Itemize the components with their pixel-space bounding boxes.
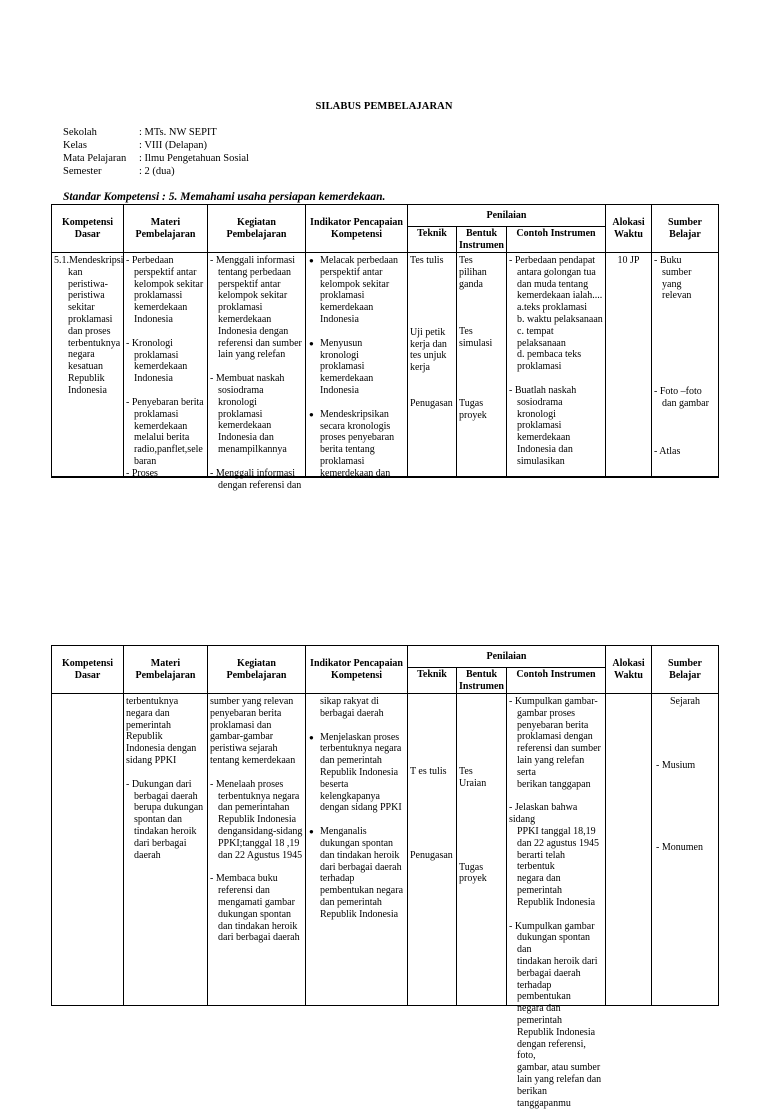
materi-cell	[124, 253, 208, 477]
cell-line: berita tentang	[320, 444, 375, 456]
cell-line: dari berbagai	[134, 837, 187, 849]
cell-line: pembentukan negara	[320, 885, 404, 897]
cell-line: antara golongan tua	[517, 266, 596, 278]
indikator-cell	[306, 694, 408, 1006]
cell-line: negara dan	[126, 707, 170, 719]
cell-line: berikan tanggapan	[517, 778, 591, 790]
cell-line: terbentuknya negara	[320, 743, 402, 755]
cell-line: Republik Indonesia	[320, 908, 399, 920]
document-title: SILABUS PEMBELAJARAN	[315, 101, 453, 112]
cell-line: a.teks proklamasi	[517, 302, 587, 314]
alokasi-cell	[606, 694, 652, 1006]
materi-cell	[124, 694, 208, 1006]
cell-block	[210, 779, 303, 862]
cell-line: tindakan heroik	[134, 825, 197, 837]
cell-line: lain yang relefan serta	[517, 754, 585, 778]
cell-line: kemerdekaan dan	[320, 467, 391, 479]
cell-line: Sejarah	[670, 696, 700, 707]
cell-line: - Atlas	[654, 445, 681, 457]
cell-line: sumber	[662, 266, 692, 278]
cell-block	[509, 802, 603, 908]
cell-block	[126, 255, 205, 326]
header-kompetensi-dasar: Kompetensi Dasar	[52, 646, 124, 694]
cell-line: - Foto –foto	[654, 386, 702, 398]
cell-line: tentang perbedaan	[218, 266, 292, 278]
cell-line: dengan sidang PPKI	[320, 802, 402, 814]
cell-line: penyebaran berita	[210, 707, 282, 719]
cell-line: proklamasi	[517, 420, 562, 432]
cell-line: Uraian	[459, 777, 487, 789]
cell-block	[210, 873, 303, 944]
cell-line: kemerdekaan	[218, 313, 272, 325]
header-contoh: Contoh Instrumen	[507, 668, 606, 694]
cell-line: Republik Indonesia	[517, 1026, 596, 1038]
cell-block	[308, 696, 405, 720]
cell-line: proklamasi dan	[210, 719, 272, 731]
cell-line: kronologi	[320, 349, 359, 361]
cell-line: dan tindakan heroik	[218, 920, 298, 932]
cell-block	[654, 842, 716, 854]
standar-kompetensi: Standar Kompetensi : 5. Memahami usaha persiapan kemerdekaan.	[63, 191, 386, 203]
kegiatan-cell	[208, 694, 306, 1006]
contoh-cell	[507, 694, 606, 1109]
cell-line: Menganalis	[320, 826, 367, 838]
kd-cell	[52, 253, 124, 477]
cell-block	[459, 326, 504, 350]
header-penilaian: Penilaian	[408, 646, 606, 668]
cell-line: gambar-gambar	[210, 731, 274, 743]
cell-line: - Perbedaan	[126, 255, 174, 266]
cell-line: sikap rakyat di	[320, 696, 379, 707]
header-kegiatan: Kegiatan Pembelajaran	[208, 205, 306, 253]
cell-block	[410, 850, 454, 862]
cell-line: kelompok sekitar	[134, 278, 204, 290]
identity-block	[63, 126, 249, 178]
cell-line: Indonesia dan	[218, 432, 274, 444]
cell-line: Penugasan	[410, 849, 453, 861]
cell-block	[654, 696, 716, 708]
cell-line: secara kronologis	[320, 420, 391, 432]
cell-line: sumber yang relevan	[210, 696, 294, 707]
cell-line: - Menggali informasi	[210, 467, 295, 479]
cell-line: kronologi proklamasi	[218, 396, 263, 420]
cell-line: sosiodrama	[218, 384, 264, 396]
cell-line: proklamasi	[320, 455, 365, 467]
cell-line: Menjelaskan proses	[320, 731, 400, 743]
info-label: Kelas	[63, 140, 87, 151]
cell-line: spontan dan	[134, 814, 183, 826]
cell-line: dengan referensi dan	[218, 479, 302, 491]
cell-block	[410, 398, 454, 410]
cell-line: mengamati gambar	[218, 896, 295, 908]
cell-block	[210, 468, 303, 492]
cell-line: Republik	[126, 731, 163, 743]
cell-line: Republik	[68, 372, 105, 384]
cell-line: Melacak perbedaan	[320, 255, 399, 266]
cell-line: proklamasi	[68, 313, 113, 325]
cell-line: dengansidang-sidang	[218, 825, 303, 837]
indikator-cell	[306, 253, 408, 477]
cell-line: dengan referensi, foto,	[517, 1038, 586, 1062]
cell-block	[654, 386, 716, 410]
cell-block	[308, 732, 405, 815]
cell-line: pilihan	[459, 266, 487, 278]
cell-line: Mendeskripsikan	[320, 408, 389, 420]
cell-line: proklamassi	[134, 290, 183, 302]
cell-block	[509, 696, 603, 790]
cell-line: berbagai daerah	[134, 790, 198, 802]
cell-line: kemerdekaan	[134, 361, 188, 373]
bentuk-cell	[457, 694, 507, 1006]
cell-line: tes unjuk	[410, 350, 447, 362]
cell-block	[126, 338, 205, 385]
cell-line: Republik Indonesia	[517, 896, 596, 908]
syllabus-table-2	[51, 645, 719, 1109]
cell-block	[459, 255, 504, 290]
cell-line: - Kumpulkan gambar	[509, 920, 595, 932]
header-kegiatan: Kegiatan Pembelajaran	[208, 646, 306, 694]
bullet-icon: ●	[309, 338, 314, 348]
kegiatan-cell	[208, 253, 306, 491]
cell-block	[654, 255, 716, 302]
header-bentuk: Bentuk Instrumen	[457, 668, 507, 694]
cell-line: Republik Indonesia	[320, 766, 399, 778]
header-bentuk: Bentuk Instrumen	[457, 227, 507, 253]
cell-line: terbentuknya	[68, 337, 121, 349]
cell-line: - Perbedaan pendapat	[509, 255, 596, 266]
cell-line: negara	[68, 349, 95, 361]
cell-line: dan gambar	[662, 397, 709, 409]
cell-line: gambar proses	[517, 707, 576, 719]
header-teknik: Teknik	[408, 227, 457, 253]
cell-line: perspektif antar	[218, 278, 281, 290]
info-value: : Ilmu Pengetahuan Sosial	[139, 153, 249, 164]
teknik-cell	[408, 694, 457, 1006]
cell-line: kemerdekaan	[517, 432, 571, 444]
bullet-icon: ●	[309, 732, 314, 742]
kd-cell	[52, 694, 124, 1006]
cell-line: gambar, atau sumber	[517, 1062, 601, 1074]
bullet-icon: ●	[309, 409, 314, 419]
cell-block	[126, 397, 205, 468]
cell-line: dan tindakan heroik	[320, 849, 400, 861]
info-value: : VIII (Delapan)	[139, 140, 208, 151]
cell-line: proses penyebaran	[320, 432, 395, 444]
cell-block	[654, 760, 716, 772]
cell-line: c. tempat pelaksanaan	[517, 325, 566, 349]
cell-line: kemerdekaan ialah....	[517, 290, 603, 302]
cell-line: Indonesia	[134, 373, 173, 385]
cell-line: kemerdekaan	[320, 373, 374, 385]
cell-line: peristiwa	[68, 290, 105, 302]
cell-block	[126, 696, 205, 767]
cell-line: berbagai daerah	[517, 967, 581, 979]
cell-line: terhadap	[320, 873, 355, 885]
cell-line: pemerintah	[126, 719, 171, 731]
cell-block	[459, 766, 504, 790]
cell-line: Indonesia dengan	[126, 743, 197, 755]
cell-line: perspektif antar	[320, 266, 383, 278]
bullet-icon: ●	[309, 827, 314, 837]
header-materi: Materi Pembelajaran	[124, 646, 208, 694]
sumber-cell	[652, 253, 719, 477]
cell-line: proklamasi	[517, 361, 562, 373]
cell-line: radio,panflet,sele	[134, 444, 203, 456]
cell-line: referensi dan sumber	[218, 337, 302, 349]
cell-line: menampilkannya	[218, 443, 287, 455]
sumber-cell	[652, 694, 719, 1006]
cell-line: - Buatlah naskah	[509, 384, 577, 396]
cell-block	[126, 779, 205, 862]
cell-line: kerja	[410, 362, 430, 374]
cell-line: dan muda tentang	[517, 278, 589, 290]
cell-line: kerja dan	[410, 338, 447, 350]
cell-block	[410, 255, 454, 267]
cell-line: kan	[68, 266, 83, 278]
cell-block	[410, 766, 454, 778]
cell-line: kelompok sekitar	[320, 278, 390, 290]
info-value: : MTs. NW SEPIT	[139, 127, 217, 138]
alokasi-cell	[606, 253, 652, 477]
cell-block	[210, 373, 303, 456]
cell-line: - Monumen	[656, 841, 703, 853]
cell-line: Penugasan	[410, 397, 453, 409]
cell-block	[308, 409, 405, 480]
info-row-school	[63, 126, 249, 139]
cell-line: kemerdekaan	[320, 302, 374, 314]
header-penilaian: Penilaian	[408, 205, 606, 227]
info-label: Sekolah	[63, 127, 97, 138]
info-row-subject	[63, 152, 249, 165]
header-materi: Materi Pembelajaran	[124, 205, 208, 253]
cell-line: beserta	[320, 778, 349, 790]
cell-line: berupa dukungan	[134, 802, 204, 814]
cell-line: baran	[134, 455, 157, 467]
cell-block	[410, 327, 454, 374]
cell-line: Indonesia	[320, 313, 359, 325]
header-indikator: Indikator Pencapaian Kompetensi	[306, 205, 408, 253]
header-sumber: Sumber Belajar	[652, 646, 719, 694]
cell-line: - Membaca buku	[210, 873, 278, 885]
cell-line: proklamasi dengan	[517, 731, 593, 743]
cell-line: proklamasi	[218, 302, 263, 314]
cell-line: proklamasi	[320, 361, 365, 373]
cell-line: kemerdekaan	[134, 420, 188, 432]
cell-line: - Kumpulkan gambar-	[509, 696, 598, 707]
cell-line: kemerdekaan	[218, 420, 272, 432]
cell-line: Tugas	[459, 861, 484, 873]
cell-line: Indonesia dan	[517, 443, 573, 455]
cell-line: - Menggali informasi	[210, 255, 295, 266]
cell-line: dukungan spontan dan	[517, 932, 591, 956]
cell-line: berarti telah terbentuk	[517, 849, 566, 873]
cell-line: T es tulis	[410, 766, 447, 777]
teknik-cell	[408, 253, 457, 477]
cell-line: dan 22 Agustus 1945	[218, 849, 303, 861]
cell-line: dan pemerintahan	[218, 802, 290, 814]
cell-block	[509, 921, 603, 1109]
cell-line: Tes	[459, 255, 473, 266]
cell-line: - Membuat naskah	[210, 373, 285, 385]
cell-block	[654, 446, 716, 458]
table-row	[52, 253, 719, 477]
header-kompetensi-dasar: Kompetensi Dasar	[52, 205, 124, 253]
info-label: Mata Pelajaran	[63, 153, 127, 164]
cell-line: - Jelaskan bahwa sidang	[509, 802, 578, 826]
cell-line: dan 22 agustus 1945	[517, 837, 599, 849]
info-row-semester	[63, 165, 249, 178]
cell-line: referensi dan	[218, 885, 270, 897]
cell-block	[459, 398, 504, 422]
cell-line: Menyusun	[320, 337, 363, 349]
cell-line: - Menelaah proses	[210, 778, 284, 790]
cell-line: dari berbagai daerah	[320, 861, 402, 873]
cell-line: tentang kemerdekaan	[210, 754, 296, 766]
cell-line: 5.1.Mendeskripsi	[54, 255, 124, 266]
cell-block	[308, 826, 405, 920]
cell-line: referensi dan sumber	[517, 743, 601, 755]
cell-line: tindakan heroik dari	[517, 955, 598, 967]
cell-line: simulasikan	[517, 455, 565, 467]
cell-line: daerah	[134, 849, 161, 861]
cell-line: Tes	[459, 326, 473, 338]
cell-line: lain yang relefan	[218, 349, 286, 361]
cell-line: peristiwa-	[68, 278, 108, 290]
cell-block	[210, 696, 303, 767]
cell-line: Indonesia	[134, 313, 173, 325]
header-teknik: Teknik	[408, 668, 457, 694]
cell-line: - Buku	[654, 255, 682, 266]
cell-line: kelompok sekitar	[218, 290, 288, 302]
cell-line: Tugas	[459, 397, 484, 409]
cell-line: simulasi	[459, 338, 493, 350]
cell-line: terhadap pembentukan	[517, 979, 571, 1003]
cell-line: terbentuknya negara	[218, 790, 300, 802]
cell-line: kelengkapanya	[320, 790, 380, 802]
cell-line: - Dukungan dari	[126, 778, 192, 790]
header-indikator: Indikator Pencapaian Kompetensi	[306, 646, 408, 694]
cell-line: terbentuknya	[126, 696, 179, 707]
cell-line: - Proses	[126, 467, 158, 479]
alokasi-value: 10 JP	[617, 255, 640, 266]
cell-line: kesatuan	[68, 361, 103, 373]
cell-block	[308, 255, 405, 326]
header-alokasi: Alokasi Waktu	[606, 205, 652, 253]
cell-line: proklamasi	[134, 349, 179, 361]
cell-line: - Penyebaran berita	[126, 396, 204, 408]
cell-line: dukungan spontan	[218, 908, 292, 920]
cell-line: - Musium	[656, 759, 696, 771]
cell-line: lain yang relefan dan	[517, 1073, 602, 1085]
cell-line: berikan tanggapanmu	[517, 1085, 571, 1109]
cell-line: kemerdekaan	[134, 302, 188, 314]
table-row	[52, 694, 719, 1006]
cell-block	[509, 255, 603, 373]
cell-line: proyek	[459, 409, 487, 421]
cell-line: dari berbagai daerah	[218, 932, 300, 944]
cell-block	[459, 862, 504, 886]
info-label: Semester	[63, 166, 102, 177]
info-value: : 2 (dua)	[139, 166, 175, 177]
cell-line: dan proses	[68, 325, 111, 337]
cell-line: sekitar	[68, 302, 95, 314]
cell-line: yang	[662, 278, 682, 290]
cell-block	[308, 338, 405, 397]
cell-block	[126, 468, 205, 480]
cell-line: peristiwa sejarah	[210, 743, 278, 755]
cell-block	[210, 255, 303, 361]
cell-line: dan pemerintah	[320, 896, 382, 908]
cell-line: ganda	[459, 278, 483, 290]
cell-line: Indonesia	[320, 384, 359, 396]
header-alokasi: Alokasi Waktu	[606, 646, 652, 694]
cell-line: relevan	[662, 290, 692, 302]
cell-line: negara dan pemerintah	[517, 873, 562, 896]
header-sumber: Sumber Belajar	[652, 205, 719, 253]
cell-line: perspektif antar	[134, 266, 197, 278]
cell-line: berbagai daerah	[320, 707, 384, 719]
cell-line: sosiodrama kronologi	[517, 396, 563, 420]
syllabus-table-1	[51, 204, 719, 491]
cell-line: PPKI tanggal 18,19	[517, 825, 596, 837]
cell-line: proyek	[459, 873, 487, 885]
header-contoh: Contoh Instrumen	[507, 227, 606, 253]
cell-line: b. waktu pelaksanaan	[517, 313, 603, 325]
cell-line: proklamasi	[134, 408, 179, 420]
bullet-icon: ●	[309, 256, 314, 265]
cell-line: - Kronologi	[126, 337, 173, 349]
cell-line: dukungan spontan	[320, 837, 394, 849]
cell-block	[509, 385, 603, 468]
cell-line: Indonesia dengan	[218, 325, 289, 337]
cell-line: sidang PPKI	[126, 754, 177, 766]
cell-line: Tes tulis	[410, 255, 444, 266]
cell-line: Tes	[459, 766, 473, 777]
cell-line: proklamasi	[320, 290, 365, 302]
contoh-cell	[507, 253, 606, 477]
bentuk-cell	[457, 253, 507, 477]
cell-line: penyebaran berita	[517, 719, 589, 731]
cell-line: d. pembaca teks	[517, 349, 582, 361]
cell-line: Indonesia	[68, 384, 107, 396]
info-row-class	[63, 139, 249, 152]
cell-line: dan pemerintah	[320, 755, 382, 767]
cell-line: negara dan pemerintah	[517, 1003, 562, 1026]
cell-line: Republik Indonesia	[218, 814, 297, 826]
cell-line: PPKI;tanggal 18 ,19	[218, 837, 300, 849]
cell-line: Uji petik	[410, 326, 446, 338]
cell-line: melalui berita	[134, 432, 190, 444]
